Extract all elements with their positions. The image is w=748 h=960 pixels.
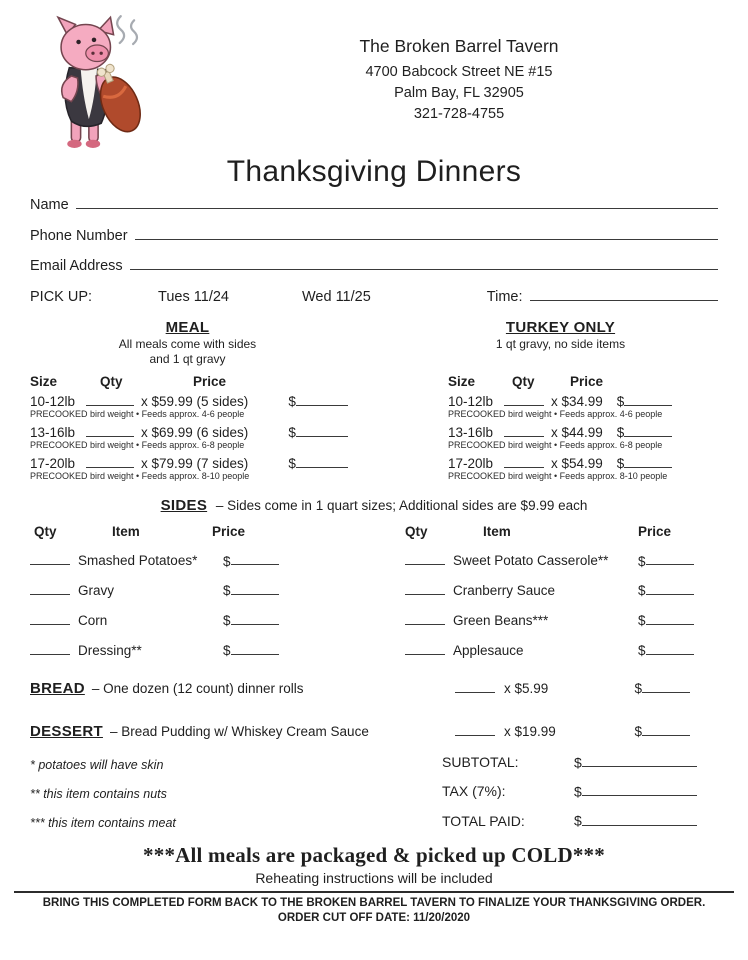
sides-subtitle: – Sides come in 1 quart sizes; Additional sides are $9.99 each xyxy=(215,497,588,513)
meal-row xyxy=(30,424,415,440)
subtotal-label: SUBTOTAL: xyxy=(442,754,519,771)
meal-size: 13-16lb xyxy=(30,424,76,440)
sides-header-qty: Qty xyxy=(405,523,428,539)
footnotes-totals-section xyxy=(30,754,718,830)
side-qty-input-gravy[interactable] xyxy=(30,582,70,595)
bread-section-title: BREAD xyxy=(30,679,85,697)
pig-chef-logo xyxy=(30,8,190,155)
sides-header-price: Price xyxy=(212,523,246,539)
side-qty-input-sweet-potato-casserole[interactable] xyxy=(405,553,445,566)
turkey-unit-price: x $54.99 xyxy=(551,455,603,471)
sides-header-item: Item xyxy=(112,523,140,539)
address-line-1: 4700 Babcock Street NE #15 xyxy=(365,64,553,80)
turkey-qty-input-3[interactable] xyxy=(504,455,544,468)
meal-subtitle-1: All meals come with sides xyxy=(118,337,257,352)
turkey-unit-price: x $34.99 xyxy=(551,393,603,409)
side-price-input-corn[interactable] xyxy=(231,612,279,625)
turkey-row xyxy=(448,393,718,409)
sides-right-column xyxy=(405,514,718,658)
meal-unit-price: x $59.99 (5 sides) xyxy=(141,393,249,409)
currency-symbol: $ xyxy=(638,642,646,658)
side-row xyxy=(30,553,405,569)
phone-label: Phone Number xyxy=(30,227,128,244)
currency-symbol: $ xyxy=(223,612,231,628)
turkey-amount-input-1[interactable] xyxy=(624,393,672,406)
currency-symbol: $ xyxy=(223,553,231,569)
turkey-row xyxy=(448,424,718,440)
meal-row-note: PRECOOKED bird weight • Feeds approx. 4-6 people xyxy=(30,408,245,419)
side-row xyxy=(405,553,718,569)
business-name: The Broken Barrel Tavern xyxy=(359,36,559,56)
side-item-label: Smashed Potatoes* xyxy=(78,553,198,569)
currency-symbol: $ xyxy=(574,783,582,800)
reheating-note: Reheating instructions will be included xyxy=(255,869,493,886)
side-item-label: Sweet Potato Casserole** xyxy=(453,553,609,569)
dessert-unit-price: x $19.99 xyxy=(504,723,556,739)
order-cutoff-date: ORDER CUT OFF DATE: 11/20/2020 xyxy=(277,911,471,924)
sides-section-title: SIDES xyxy=(160,496,208,514)
side-price-input-smashed-potatoes[interactable] xyxy=(231,553,279,566)
dessert-description: – Bread Pudding w/ Whiskey Cream Sauce xyxy=(109,723,369,739)
side-price-input-sweet-potato-casserole[interactable] xyxy=(646,553,694,566)
return-instructions xyxy=(14,891,734,926)
currency-symbol: $ xyxy=(574,812,582,829)
dessert-section-title: DESSERT xyxy=(30,722,103,740)
letterhead xyxy=(30,0,718,155)
meal-section-title: MEAL xyxy=(165,319,210,337)
turkey-section-title: TURKEY ONLY xyxy=(505,319,616,337)
footnotes xyxy=(30,754,442,830)
side-qty-input-dressing[interactable] xyxy=(30,642,70,655)
sides-header-qty: Qty xyxy=(34,523,57,539)
side-row xyxy=(30,612,405,628)
currency-symbol: $ xyxy=(616,424,625,440)
turkey-row-note: PRECOOKED bird weight • Feeds approx. 8-10 people xyxy=(448,470,668,481)
name-field-row xyxy=(30,195,718,213)
total-paid-input[interactable] xyxy=(582,812,697,825)
turkey-header-size: Size xyxy=(448,374,476,390)
form-title: Thanksgiving Dinners xyxy=(226,155,522,188)
meal-column xyxy=(30,319,415,481)
meal-row xyxy=(30,393,415,409)
sides-section xyxy=(30,514,718,658)
sides-left-headers xyxy=(30,524,405,539)
bread-line xyxy=(30,680,718,697)
meal-row-note: PRECOOKED bird weight • Feeds approx. 6-8 people xyxy=(30,439,245,450)
turkey-row xyxy=(448,455,718,471)
meal-turkey-section xyxy=(30,319,718,481)
tax-label: TAX (7%): xyxy=(442,783,506,800)
currency-symbol: $ xyxy=(574,754,582,771)
footnote-nuts: ** this item contains nuts xyxy=(30,786,167,801)
phone-input-line[interactable] xyxy=(135,226,718,240)
total-paid-label: TOTAL PAID: xyxy=(442,812,525,829)
side-item-label: Corn xyxy=(78,612,108,628)
currency-symbol: $ xyxy=(638,583,646,599)
sides-header-price: Price xyxy=(638,523,672,539)
turkey-size: 13-16lb xyxy=(448,424,494,440)
turkey-size: 17-20lb xyxy=(448,455,494,471)
email-input-line[interactable] xyxy=(130,257,718,271)
currency-symbol: $ xyxy=(223,583,231,599)
bread-amount-input[interactable] xyxy=(642,680,690,693)
sides-left-column xyxy=(30,514,405,658)
meal-header-size: Size xyxy=(30,374,58,390)
phone-field-row xyxy=(30,226,718,244)
dessert-line xyxy=(30,723,718,740)
meal-amount-input-1[interactable] xyxy=(296,393,348,406)
meal-header-price: Price xyxy=(193,374,227,390)
currency-symbol: $ xyxy=(638,553,646,569)
bread-description: – One dozen (12 count) dinner rolls xyxy=(91,680,304,696)
side-price-input-cranberry-sauce[interactable] xyxy=(646,582,694,595)
side-item-label: Applesauce xyxy=(453,642,524,658)
pickup-option-tues[interactable]: Tues 11/24 xyxy=(158,289,229,306)
pickup-option-wed[interactable]: Wed 11/25 xyxy=(301,289,371,306)
bring-back-instruction: BRING THIS COMPLETED FORM BACK TO THE BROKEN BARREL TAVERN TO FINALIZE YOUR THANKSGIVING ORDER. xyxy=(42,896,706,909)
turkey-unit-price: x $44.99 xyxy=(551,424,603,440)
side-qty-input-corn[interactable] xyxy=(30,612,70,625)
meal-row xyxy=(30,455,415,471)
time-label: Time: xyxy=(486,289,523,306)
tax-input[interactable] xyxy=(582,783,697,796)
subtotal-row xyxy=(442,754,714,770)
meal-row-note: PRECOOKED bird weight • Feeds approx. 8-10 people xyxy=(30,470,250,481)
side-item-label: Dressing** xyxy=(78,642,142,658)
totals xyxy=(442,754,714,830)
tax-row xyxy=(442,783,714,799)
side-row xyxy=(405,582,718,598)
meal-subtitle-2: and 1 qt gravy xyxy=(149,352,226,367)
turkey-header-price: Price xyxy=(570,374,604,390)
meal-qty-input-3[interactable] xyxy=(86,455,134,468)
side-price-input-green-beans[interactable] xyxy=(646,612,694,625)
meal-size: 10-12lb xyxy=(30,393,76,409)
currency-symbol: $ xyxy=(616,455,625,471)
meal-qty-input-2[interactable] xyxy=(86,424,134,437)
sides-header-item: Item xyxy=(483,523,511,539)
turkey-qty-input-1[interactable] xyxy=(504,393,544,406)
pickup-row xyxy=(30,287,718,305)
side-qty-input-applesauce[interactable] xyxy=(405,642,445,655)
bread-unit-price: x $5.99 xyxy=(504,680,549,696)
name-input-line[interactable] xyxy=(76,195,718,209)
sides-header xyxy=(30,497,718,514)
turkey-amount-input-3[interactable] xyxy=(624,455,672,468)
turkey-qty-input-2[interactable] xyxy=(504,424,544,437)
currency-symbol: $ xyxy=(288,393,296,409)
currency-symbol: $ xyxy=(288,424,296,440)
side-item-label: Cranberry Sauce xyxy=(453,583,556,599)
side-price-input-applesauce[interactable] xyxy=(646,642,694,655)
side-item-label: Gravy xyxy=(78,583,115,599)
dessert-amount-input[interactable] xyxy=(642,723,690,736)
business-phone: 321-728-4755 xyxy=(413,106,505,122)
turkey-row-note: PRECOOKED bird weight • Feeds approx. 4-6 people xyxy=(448,408,663,419)
currency-symbol: $ xyxy=(634,680,642,696)
meal-qty-input-1[interactable] xyxy=(86,393,134,406)
side-price-input-gravy[interactable] xyxy=(231,582,279,595)
pickup-label: PICK UP: xyxy=(30,289,93,306)
cold-pickup-notice: ***All meals are packaged & picked up COLD*** xyxy=(143,842,605,867)
currency-symbol: $ xyxy=(634,723,642,739)
subtotal-input[interactable] xyxy=(582,754,697,767)
currency-symbol: $ xyxy=(638,612,646,628)
side-price-input-dressing[interactable] xyxy=(231,642,279,655)
side-qty-input-cranberry-sauce[interactable] xyxy=(405,582,445,595)
email-label: Email Address xyxy=(30,258,123,275)
meal-header-qty: Qty xyxy=(100,374,123,390)
side-qty-input-smashed-potatoes[interactable] xyxy=(30,553,70,566)
bread-qty-input[interactable] xyxy=(455,680,495,693)
side-row xyxy=(405,612,718,628)
total-paid-row xyxy=(442,812,714,828)
meal-table-headers xyxy=(30,374,415,389)
turkey-subtitle: 1 qt gravy, no side items xyxy=(495,337,626,352)
side-row xyxy=(405,642,718,658)
turkey-header-qty: Qty xyxy=(512,374,535,390)
time-input-line[interactable] xyxy=(530,287,719,301)
meal-size: 17-20lb xyxy=(30,455,76,471)
meal-unit-price: x $69.99 (6 sides) xyxy=(141,424,249,440)
address-line-2: Palm Bay, FL 32905 xyxy=(394,85,524,101)
currency-symbol: $ xyxy=(223,642,231,658)
turkey-row-note: PRECOOKED bird weight • Feeds approx. 6-8 people xyxy=(448,439,663,450)
currency-symbol: $ xyxy=(616,393,625,409)
meal-amount-input-3[interactable] xyxy=(296,455,348,468)
name-label: Name xyxy=(30,196,69,213)
meal-amount-input-2[interactable] xyxy=(296,424,348,437)
dessert-qty-input[interactable] xyxy=(455,723,495,736)
side-row xyxy=(30,642,405,658)
turkey-column xyxy=(415,319,718,481)
turkey-size: 10-12lb xyxy=(448,393,494,409)
sides-right-headers xyxy=(405,524,718,539)
side-qty-input-green-beans[interactable] xyxy=(405,612,445,625)
turkey-amount-input-2[interactable] xyxy=(624,424,672,437)
footnote-skin: * potatoes will have skin xyxy=(30,757,164,772)
meal-unit-price: x $79.99 (7 sides) xyxy=(141,455,249,471)
footnote-meat: *** this item contains meat xyxy=(30,815,176,830)
email-field-row xyxy=(30,257,718,275)
side-row xyxy=(30,582,405,598)
side-item-label: Green Beans*** xyxy=(453,612,549,628)
turkey-table-headers xyxy=(448,374,718,389)
currency-symbol: $ xyxy=(288,455,296,471)
business-info xyxy=(190,8,718,155)
